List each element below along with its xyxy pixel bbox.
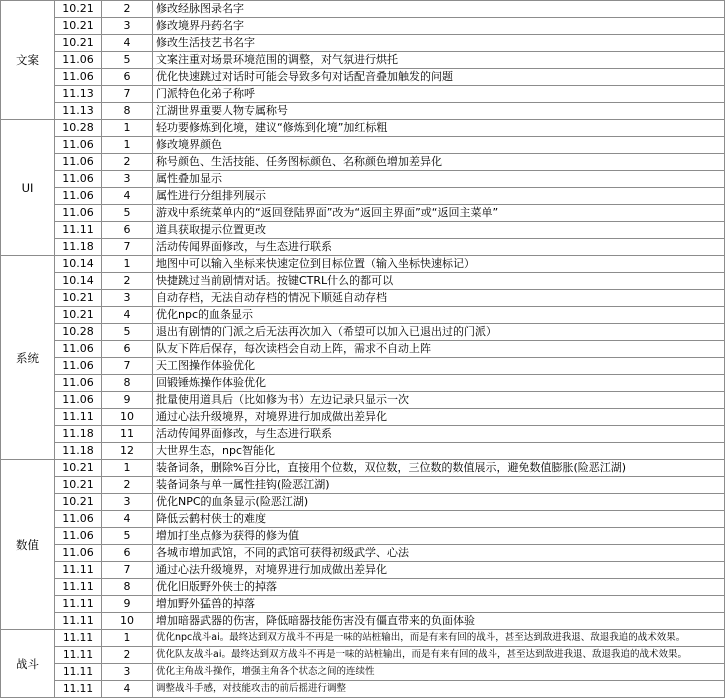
date-cell: 11.06 [55,137,102,154]
number-cell: 3 [102,171,153,188]
description-cell: 通过心法升级境界，对境界进行加成做出差异化 [153,409,725,426]
description-cell: 优化主角战斗操作，增强主角各个状态之间的连续性 [153,664,725,681]
table-row [1,664,725,681]
date-cell: 11.11 [55,630,102,647]
table-row [1,460,725,477]
date-cell: 10.21 [55,35,102,52]
changelog-table-body [1,1,725,698]
table-row [1,18,725,35]
date-cell: 11.11 [55,596,102,613]
date-cell: 11.18 [55,426,102,443]
number-cell: 3 [102,18,153,35]
description-cell: 轻功要修炼到化境，建议“修炼到化境”加红标粗 [153,120,725,137]
description-cell: 退出有剧情的门派之后无法再次加入（希望可以加入已退出过的门派） [153,324,725,341]
date-cell: 11.06 [55,545,102,562]
description-cell: 属性叠加显示 [153,171,725,188]
number-cell: 1 [102,120,153,137]
description-cell: 大世界生态，npc智能化 [153,443,725,460]
table-row [1,290,725,307]
date-cell: 10.14 [55,256,102,273]
date-cell: 11.06 [55,528,102,545]
description-cell: 增加暗器武器的伤害，降低暗器技能伤害没有僵直带来的负面体验 [153,613,725,630]
table-row [1,239,725,256]
table-row [1,205,725,222]
number-cell: 2 [102,647,153,664]
date-cell: 11.11 [55,647,102,664]
table-row [1,35,725,52]
date-cell: 11.06 [55,188,102,205]
table-row [1,358,725,375]
number-cell: 6 [102,545,153,562]
date-cell: 11.11 [55,613,102,630]
description-cell: 优化npc的血条显示 [153,307,725,324]
number-cell: 6 [102,341,153,358]
table-row [1,171,725,188]
table-row [1,324,725,341]
table-row [1,86,725,103]
table-row [1,409,725,426]
table-row [1,222,725,239]
date-cell: 11.11 [55,409,102,426]
number-cell: 4 [102,511,153,528]
description-cell: 装备词条与单一属性挂钩(险恶江湖) [153,477,725,494]
date-cell: 11.06 [55,341,102,358]
date-cell: 11.13 [55,103,102,120]
number-cell: 2 [102,1,153,18]
table-row [1,120,725,137]
table-row [1,307,725,324]
table-row [1,154,725,171]
table-row [1,443,725,460]
number-cell: 9 [102,596,153,613]
number-cell: 3 [102,664,153,681]
number-cell: 7 [102,86,153,103]
description-cell: 修改境界丹药名字 [153,18,725,35]
description-cell: 自动存档，无法自动存档的情况下顺延自动存档 [153,290,725,307]
number-cell: 5 [102,52,153,69]
description-cell: 修改经脉图录名字 [153,1,725,18]
table-row [1,1,725,18]
description-cell: 道具获取提示位置更改 [153,222,725,239]
description-cell: 快捷跳过当前剧情对话。按键CTRL什么的都可以 [153,273,725,290]
description-cell: 优化NPC的血条显示(险恶江湖) [153,494,725,511]
description-cell: 优化npc战斗ai。最终达到双方战斗不再是一味的站桩输出，而是有来有回的战斗，甚至达到敌进我退、敌退我追的战术效果。 [153,630,725,647]
table-row [1,681,725,698]
description-cell: 优化旧版野外侠士的掉落 [153,579,725,596]
table-row [1,647,725,664]
table-row [1,52,725,69]
number-cell: 4 [102,681,153,698]
date-cell: 11.13 [55,86,102,103]
date-cell: 10.21 [55,307,102,324]
description-cell: 各城市增加武馆，不同的武馆可获得初级武学、心法 [153,545,725,562]
description-cell: 活动传闻界面修改，与生态进行联系 [153,239,725,256]
table-row [1,511,725,528]
number-cell: 5 [102,528,153,545]
date-cell: 10.28 [55,324,102,341]
description-cell: 回锻锤炼操作体验优化 [153,375,725,392]
table-row [1,392,725,409]
date-cell: 10.28 [55,120,102,137]
date-cell: 10.21 [55,1,102,18]
description-cell: 修改境界颜色 [153,137,725,154]
number-cell: 8 [102,375,153,392]
date-cell: 11.06 [55,154,102,171]
date-cell: 11.11 [55,681,102,698]
date-cell: 10.21 [55,494,102,511]
table-row [1,69,725,86]
number-cell: 1 [102,256,153,273]
table-row [1,494,725,511]
number-cell: 1 [102,137,153,154]
table-row [1,545,725,562]
table-row [1,341,725,358]
date-cell: 11.18 [55,443,102,460]
date-cell: 11.06 [55,205,102,222]
table-row [1,375,725,392]
table-row [1,630,725,647]
number-cell: 6 [102,69,153,86]
number-cell: 2 [102,477,153,494]
number-cell: 12 [102,443,153,460]
date-cell: 11.06 [55,171,102,188]
description-cell: 游戏中系统菜单内的“返回登陆界面”改为“返回主界面”或“返回主菜单” [153,205,725,222]
table-row [1,273,725,290]
number-cell: 11 [102,426,153,443]
number-cell: 3 [102,290,153,307]
number-cell: 2 [102,154,153,171]
description-cell: 装备词条，删除%百分比，直接用个位数，双位数，三位数的数值展示，避免数值膨胀(险恶江湖) [153,460,725,477]
number-cell: 3 [102,494,153,511]
category-cell: 系统 [1,256,55,460]
number-cell: 4 [102,35,153,52]
table-row [1,256,725,273]
date-cell: 11.11 [55,664,102,681]
description-cell: 天工图操作体验优化 [153,358,725,375]
date-cell: 11.06 [55,511,102,528]
description-cell: 增加打坐点修为获得的修为值 [153,528,725,545]
description-cell: 称号颜色、生活技能、任务图标颜色、名称颜色增加差异化 [153,154,725,171]
category-cell: 文案 [1,1,55,120]
date-cell: 11.06 [55,392,102,409]
number-cell: 7 [102,562,153,579]
number-cell: 2 [102,273,153,290]
number-cell: 5 [102,205,153,222]
table-row [1,579,725,596]
number-cell: 8 [102,103,153,120]
description-cell: 属性进行分组排列展示 [153,188,725,205]
description-cell: 批量使用道具后（比如修为书）左边记录只显示一次 [153,392,725,409]
number-cell: 9 [102,392,153,409]
number-cell: 1 [102,460,153,477]
date-cell: 11.06 [55,375,102,392]
category-cell: 战斗 [1,630,55,698]
date-cell: 11.06 [55,358,102,375]
number-cell: 7 [102,239,153,256]
date-cell: 11.11 [55,222,102,239]
number-cell: 8 [102,579,153,596]
table-row [1,137,725,154]
table-row [1,103,725,120]
date-cell: 10.21 [55,290,102,307]
date-cell: 11.06 [55,52,102,69]
date-cell: 10.21 [55,18,102,35]
description-cell: 队友下阵后保存，每次读档会自动上阵，需求不自动上阵 [153,341,725,358]
number-cell: 1 [102,630,153,647]
date-cell: 10.21 [55,460,102,477]
number-cell: 7 [102,358,153,375]
number-cell: 5 [102,324,153,341]
description-cell: 文案注重对场景环境范围的调整，对气氛进行烘托 [153,52,725,69]
description-cell: 降低云鹤村侠士的难度 [153,511,725,528]
table-row [1,562,725,579]
date-cell: 11.11 [55,579,102,596]
table-row [1,477,725,494]
description-cell: 增加野外猛兽的掉落 [153,596,725,613]
table-row [1,528,725,545]
description-cell: 调整战斗手感，对技能攻击的前后摇进行调整 [153,681,725,698]
date-cell: 10.21 [55,477,102,494]
number-cell: 4 [102,188,153,205]
table-row [1,188,725,205]
description-cell: 地图中可以输入坐标来快速定位到目标位置（输入坐标快速标记） [153,256,725,273]
number-cell: 10 [102,613,153,630]
table-row [1,426,725,443]
description-cell: 优化队友战斗ai。最终达到双方战斗不再是一味的站桩输出，而是有来有回的战斗，甚至达到敌进我退、敌退我追的战术效果。 [153,647,725,664]
date-cell: 11.18 [55,239,102,256]
number-cell: 6 [102,222,153,239]
description-cell: 修改生活技艺书名字 [153,35,725,52]
date-cell: 10.14 [55,273,102,290]
date-cell: 11.06 [55,69,102,86]
description-cell: 通过心法升级境界，对境界进行加成做出差异化 [153,562,725,579]
date-cell: 11.11 [55,562,102,579]
table-row [1,613,725,630]
description-cell: 门派特色化弟子称呼 [153,86,725,103]
number-cell: 10 [102,409,153,426]
category-cell: UI [1,120,55,256]
number-cell: 4 [102,307,153,324]
description-cell: 优化快速跳过对话时可能会导致多句对话配音叠加触发的问题 [153,69,725,86]
category-cell: 数值 [1,460,55,630]
description-cell: 活动传闻界面修改，与生态进行联系 [153,426,725,443]
description-cell: 江湖世界重要人物专属称号 [153,103,725,120]
table-row [1,596,725,613]
